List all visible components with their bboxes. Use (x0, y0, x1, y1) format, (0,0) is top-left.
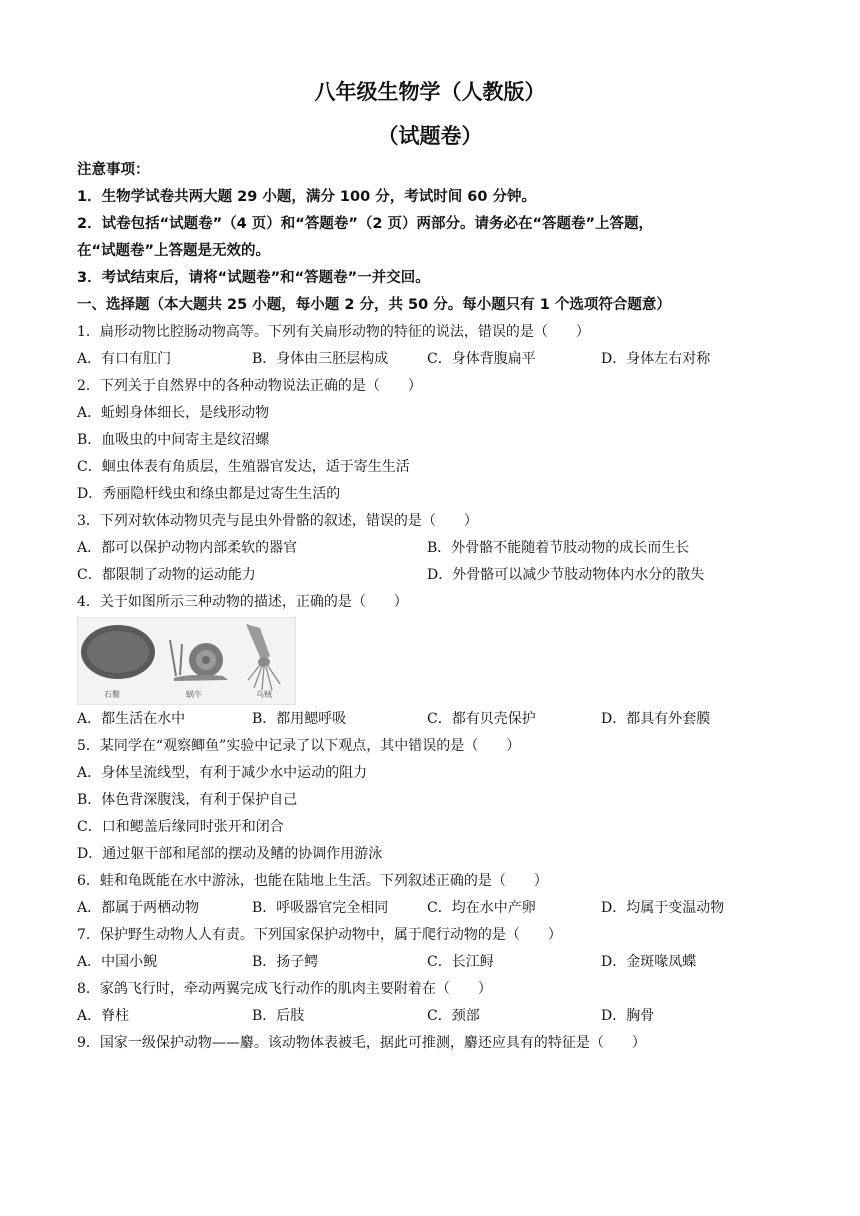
question-1-stem: 1．扁形动物比腔肠动物高等。下列有关扁形动物的特征的说法，错误的是（ ） (77, 324, 590, 340)
question-4-stem: 4．关于如图所示三种动物的描述，正确的是（ ） (77, 594, 408, 610)
question-4-option-a: A．都生活在水中 (77, 711, 186, 727)
question-5-option-a: A．身体呈流线型，有利于减少水中运动的阻力 (77, 765, 368, 781)
notice-item-2-cont: 在“试题卷”上答题是无效的。 (77, 243, 271, 259)
question-3-option-b: B．外骨骼不能随着节肢动物的成长而生长 (427, 540, 690, 556)
notice-item-1: 1．生物学试卷共两大题 29 小题，满分 100 分，考试时间 60 分钟。 (77, 189, 536, 205)
question-4-option-b: B．都用鳃呼吸 (252, 711, 347, 727)
question-4-option-c: C．都有贝壳保护 (427, 711, 536, 727)
question-2-option-c: C．蛔虫体表有角质层，生殖器官发达，适于寄生生活 (77, 459, 410, 475)
question-6-option-a: A．都属于两栖动物 (77, 900, 200, 916)
question-6-option-d: D．均属于变温动物 (601, 900, 725, 916)
question-7-option-c: C．长江鲟 (427, 954, 494, 970)
question-8-option-a: A．脊柱 (77, 1008, 130, 1024)
question-1-option-c: C．身体背腹扁平 (427, 351, 536, 367)
question-1-option-d: D．身体左右对称 (601, 351, 711, 367)
page-title: 八年级生物学（人教版） (314, 80, 546, 104)
question-5-option-c: C．口和鳃盖后缘同时张开和闭合 (77, 819, 284, 835)
question-3-option-d: D．外骨骼可以减少节肢动物体内水分的散失 (427, 567, 705, 583)
question-5-stem: 5．某同学在“观察鲫鱼”实验中记录了以下观点，其中错误的是（ ） (77, 738, 521, 754)
question-9-stem: 9．国家一级保护动物——麝。该动物体表被毛，据此可推测，麝还应具有的特征是（ ） (77, 1035, 646, 1051)
question-8-option-d: D．胸骨 (601, 1008, 655, 1024)
animals-figure (77, 617, 296, 705)
figure-label-snail: 蜗牛 (186, 690, 202, 699)
figure-label-squid: 乌贼 (256, 690, 272, 699)
question-7-option-a: A．中国小鲵 (77, 954, 158, 970)
question-5-option-b: B．体色背深腹浅，有利于保护自己 (77, 792, 298, 808)
question-7-option-d: D．金斑喙凤蝶 (601, 954, 697, 970)
notice-heading: 注意事项： (77, 162, 150, 178)
question-3-stem: 3．下列对软体动物贝壳与昆虫外骨骼的叙述，错误的是（ ） (77, 513, 478, 529)
question-6-stem: 6．蛙和龟既能在水中游泳，也能在陆地上生活。下列叙述正确的是（ ） (77, 873, 548, 889)
question-8-option-b: B．后肢 (252, 1008, 305, 1024)
question-6-option-b: B．呼吸器官完全相同 (252, 900, 389, 916)
notice-item-2: 2．试卷包括“试题卷”（4 页）和“答题卷”（2 页）两部分。请务必在“答题卷”上答题， (77, 216, 654, 232)
question-5-option-d: D．通过躯干部和尾部的摆动及鳍的协调作用游泳 (77, 846, 383, 862)
figure-label-chiton: 石鳖 (104, 690, 120, 699)
question-4-option-d: D．都具有外套膜 (601, 711, 711, 727)
question-3-option-a: A．都可以保护动物内部柔软的器官 (77, 540, 298, 556)
snail-image (170, 640, 228, 681)
page-subtitle: （试题卷） (377, 124, 483, 148)
question-2-option-a: A．蚯蚓身体细长，是线形动物 (77, 405, 270, 421)
squid-image (246, 624, 280, 690)
question-1-option-a: A．有口有肛门 (77, 351, 172, 367)
question-2-option-d: D．秀丽隐杆线虫和绦虫都是过寄生生活的 (77, 486, 341, 502)
question-1-option-b: B．身体由三胚层构成 (252, 351, 389, 367)
question-6-option-c: C．均在水中产卵 (427, 900, 536, 916)
question-7-stem: 7．保护野生动物人人有责。下列国家保护动物中，属于爬行动物的是（ ） (77, 927, 562, 943)
question-3-option-c: C．都限制了动物的运动能力 (77, 567, 256, 583)
question-7-option-b: B．扬子鳄 (252, 954, 319, 970)
section-heading: 一、选择题（本大题共 25 小题，每小题 2 分，共 50 分。每小题只有 1 个选项符合题意） (77, 297, 671, 313)
notice-item-3: 3．考试结束后，请将“试题卷”和“答题卷”一并交回。 (77, 270, 430, 286)
question-2-stem: 2．下列关于自然界中的各种动物说法正确的是（ ） (77, 378, 422, 394)
question-8-stem: 8．家鸽飞行时，牵动两翼完成飞行动作的肌肉主要附着在（ ） (77, 981, 492, 997)
question-2-option-b: B．血吸虫的中间寄主是纹沼螺 (77, 432, 270, 448)
question-8-option-c: C．颈部 (427, 1008, 480, 1024)
